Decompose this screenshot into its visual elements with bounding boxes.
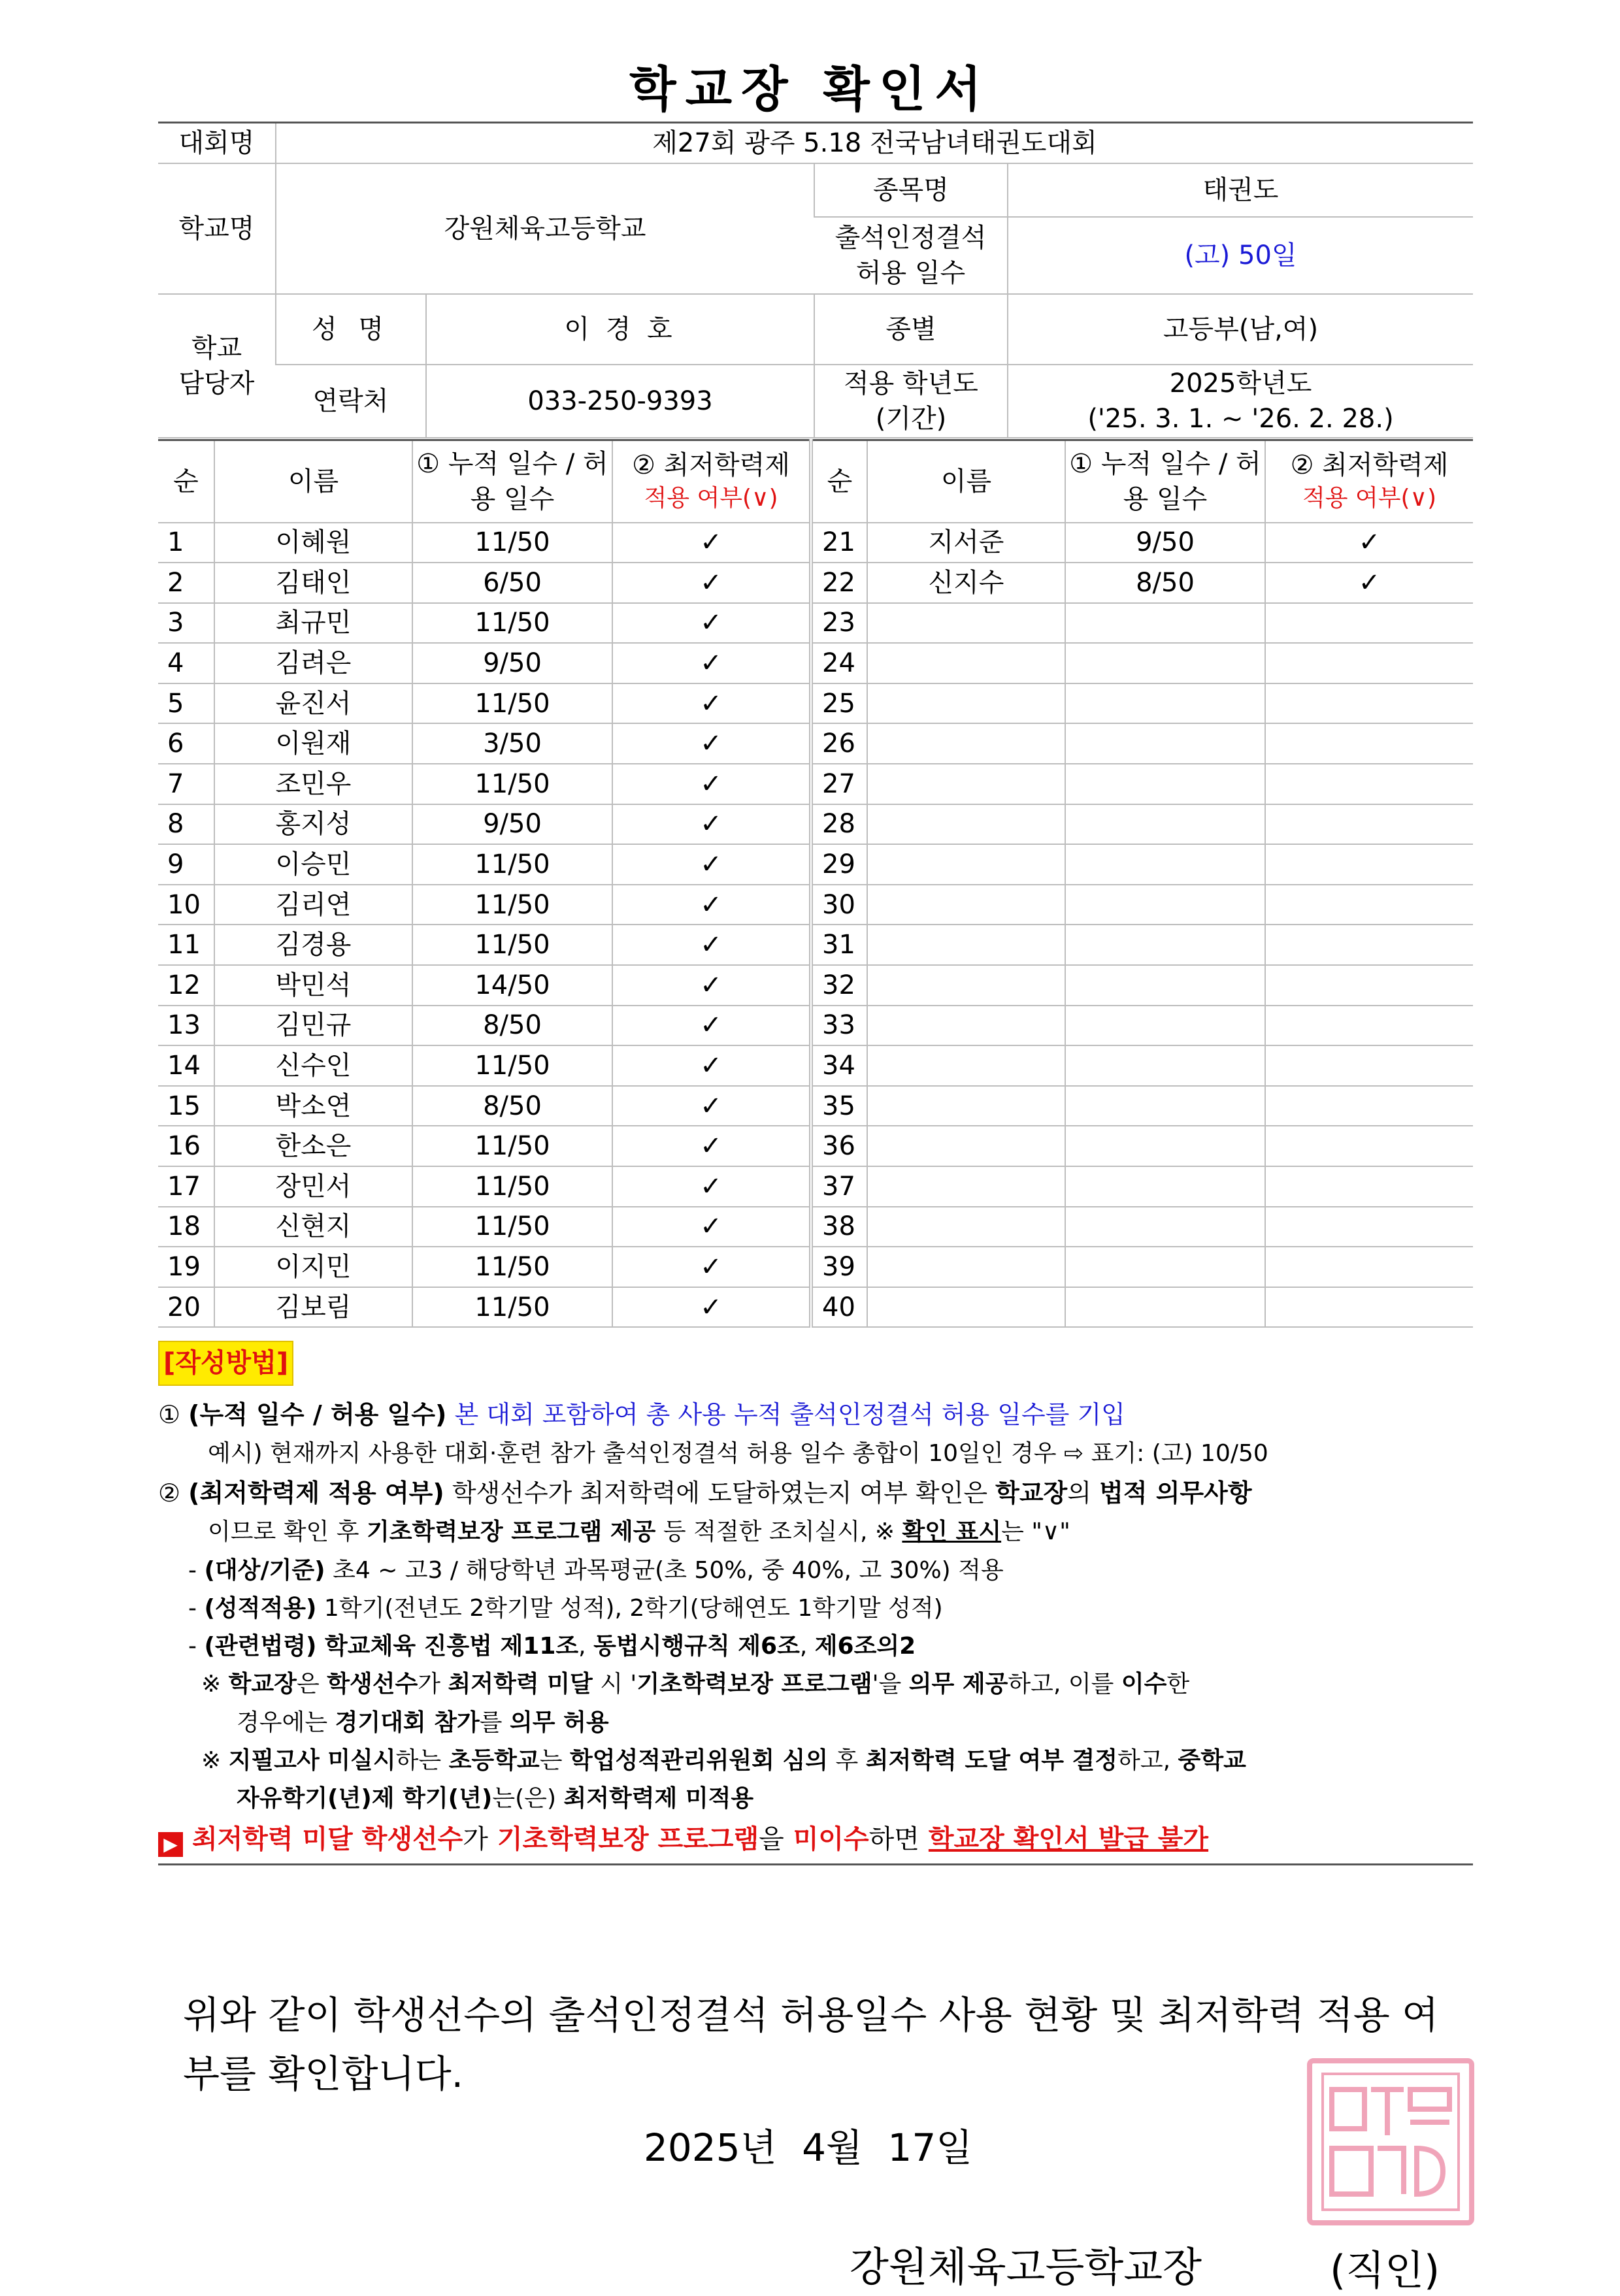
col-name-2: 이름 [867, 440, 1065, 523]
ref1-text: 경우에는 [237, 1709, 328, 1736]
student-name: 이원재 [214, 723, 412, 764]
table-row [158, 523, 1473, 563]
warning-text: 하면 [868, 1824, 919, 1854]
table-row [158, 1247, 1473, 1287]
student-check [1265, 603, 1473, 644]
division-label: 종별 [814, 294, 1008, 365]
warning-bold: 학교장 확인서 발급 불가 [928, 1824, 1209, 1854]
student-no: 25 [811, 683, 867, 724]
table-row [158, 683, 1473, 724]
student-check [1265, 925, 1473, 965]
student-days [1065, 723, 1265, 764]
student-name: 박소연 [214, 1086, 412, 1126]
col-days-2: ① 누적 일수 / 허용 일수 [1065, 440, 1265, 523]
student-check: ✓ [612, 1207, 811, 1247]
ref-mark: ※ [201, 1671, 222, 1698]
student-days [1065, 1166, 1265, 1207]
student-no: 35 [811, 1086, 867, 1126]
student-name [867, 844, 1065, 885]
student-name: 김려은 [214, 643, 412, 683]
student-name: 이지민 [214, 1247, 412, 1287]
student-name: 신지수 [867, 563, 1065, 603]
student-no: 38 [811, 1207, 867, 1247]
col-applied-2 [1265, 440, 1473, 523]
ref1-text: 한 [1166, 1671, 1190, 1698]
note2-bold: 법적 의무사항 [1099, 1478, 1252, 1507]
student-name: 최규민 [214, 603, 412, 644]
ref2-text: 는 [539, 1747, 563, 1775]
student-days [1065, 764, 1265, 804]
ref1-text: 하고, 이를 [1008, 1671, 1114, 1698]
student-name: 신현지 [214, 1207, 412, 1247]
student-no: 39 [811, 1247, 867, 1287]
student-days [1065, 603, 1265, 644]
student-name: 박민석 [214, 965, 412, 1006]
student-days: 11/50 [412, 925, 612, 965]
student-no: 30 [811, 885, 867, 925]
dash: - [188, 1633, 197, 1660]
student-days [1065, 1045, 1265, 1086]
student-days: 8/50 [412, 1006, 612, 1046]
warning-text: 가 [463, 1824, 488, 1854]
student-days: 3/50 [412, 723, 612, 764]
ref1-bold: 학교장 [228, 1671, 297, 1698]
student-name: 홍지성 [214, 804, 412, 845]
student-check [1265, 1207, 1473, 1247]
student-check: ✓ [612, 1287, 811, 1328]
table-row [158, 965, 1473, 1006]
instructions [158, 1341, 1473, 1865]
student-no: 16 [158, 1126, 214, 1166]
table-row [158, 1006, 1473, 1046]
students-table [158, 439, 1473, 1328]
division-value: 고등부(남,여) [1008, 294, 1473, 365]
student-check: ✓ [612, 643, 811, 683]
student-name [867, 764, 1065, 804]
student-name [867, 723, 1065, 764]
student-days: 11/50 [412, 885, 612, 925]
student-no: 12 [158, 965, 214, 1006]
note1-example: 예시) 현재까지 사용한 대회·훈련 참가 출석인정결석 허용 일수 총합이 10일인 경우 ⇨ 표기: (고) 10/50 [208, 1440, 1268, 1468]
student-days [1065, 804, 1265, 845]
student-days: 11/50 [412, 523, 612, 563]
ref1-bold: 학생선수 [327, 1671, 418, 1698]
confirmation-text: 위와 같이 학생선수의 출석인정결석 허용일수 사용 현황 및 최저학력 적용 여부를 확인합니다. [183, 1993, 1439, 2096]
student-days [1065, 683, 1265, 724]
student-days: 8/50 [1065, 563, 1265, 603]
student-days [1065, 643, 1265, 683]
student-name: 윤진서 [214, 683, 412, 724]
student-no: 9 [158, 844, 214, 885]
student-no: 19 [158, 1247, 214, 1287]
student-name [867, 1006, 1065, 1046]
student-days: 11/50 [412, 1207, 612, 1247]
note2-bold: 기초학력보장 프로그램 제공 [367, 1518, 656, 1546]
student-check: ✓ [612, 844, 811, 885]
table-row [158, 603, 1473, 644]
table-row [158, 643, 1473, 683]
student-no: 14 [158, 1045, 214, 1086]
student-days [1065, 885, 1265, 925]
col-no: 순 [158, 440, 214, 523]
allowed-value: (고) 50일 [1008, 217, 1473, 294]
ref2-bold: 중학교 [1178, 1747, 1246, 1775]
student-days [1065, 1086, 1265, 1126]
note2-text: 등 적절한 조치실시, ※ [663, 1518, 895, 1546]
student-no: 1 [158, 523, 214, 563]
note2-text: 이므로 확인 후 [208, 1518, 359, 1546]
student-name [867, 683, 1065, 724]
allowed-label: 출석인정결석 허용 일수 [814, 217, 1008, 294]
table-row [158, 1126, 1473, 1166]
ref1-bold: 최저학력 미달 [448, 1671, 593, 1698]
table-row [158, 1086, 1473, 1126]
sub3-title: (관련법령) 학교체육 진흥법 제11조 [204, 1633, 579, 1660]
year-text: 2025학년도 [1169, 368, 1312, 399]
student-name [867, 1247, 1065, 1287]
student-check [1265, 1287, 1473, 1328]
note2-title: (최저학력제 적용 여부) [188, 1478, 444, 1507]
student-check [1265, 1247, 1473, 1287]
col-no-2: 순 [811, 440, 867, 523]
student-check [1265, 643, 1473, 683]
student-no: 17 [158, 1166, 214, 1207]
student-no: 20 [158, 1287, 214, 1328]
student-no: 23 [811, 603, 867, 644]
student-check [1265, 965, 1473, 1006]
student-name [867, 1287, 1065, 1328]
student-name [867, 1045, 1065, 1086]
student-days: 11/50 [412, 683, 612, 724]
student-days [1065, 925, 1265, 965]
student-check: ✓ [612, 965, 811, 1006]
sub3-bold: 동법시행규칙 제6조 [593, 1633, 800, 1660]
student-no: 34 [811, 1045, 867, 1086]
student-no: 24 [811, 643, 867, 683]
student-name: 장민서 [214, 1166, 412, 1207]
student-no: 31 [811, 925, 867, 965]
student-days [1065, 965, 1265, 1006]
student-no: 26 [811, 723, 867, 764]
student-name: 김보림 [214, 1287, 412, 1328]
student-days: 6/50 [412, 563, 612, 603]
ref1-text: 를 [479, 1709, 503, 1736]
note1-text: 본 대회 포함하여 총 사용 누적 출석인정결석 허용 일수를 기입 [454, 1400, 1125, 1429]
warning-bold: 최저학력 미달 학생선수 [192, 1824, 463, 1854]
student-check [1265, 1045, 1473, 1086]
dash: - [188, 1594, 197, 1622]
student-check [1265, 1166, 1473, 1207]
competition-value: 제27회 광주 5.18 전국남녀태권도대회 [276, 123, 1473, 163]
student-no: 32 [811, 965, 867, 1006]
official-seal-stamp [1307, 2058, 1474, 2225]
ref2-text: 하는 [395, 1747, 442, 1775]
student-check: ✓ [612, 925, 811, 965]
year-value [1008, 365, 1473, 438]
student-no: 2 [158, 563, 214, 603]
col-applied-line2: 적용 여부(∨) [644, 485, 778, 512]
student-days [1065, 1126, 1265, 1166]
student-check: ✓ [612, 1006, 811, 1046]
col-days: ① 누적 일수 / 허용 일수 [412, 440, 612, 523]
student-days [1065, 844, 1265, 885]
student-check: ✓ [612, 1247, 811, 1287]
student-no: 33 [811, 1006, 867, 1046]
warning-bold: 미이수 [793, 1824, 869, 1854]
student-name: 김민규 [214, 1006, 412, 1046]
student-name: 김리연 [214, 885, 412, 925]
note2-text: 학생선수가 최저학력에 도달하였는지 여부 확인은 [452, 1478, 988, 1507]
student-check: ✓ [612, 804, 811, 845]
student-days: 14/50 [412, 965, 612, 1006]
event-value: 태권도 [1008, 163, 1473, 217]
table-row [158, 1166, 1473, 1207]
warning-arrow-icon: ▶ [158, 1832, 183, 1857]
student-check [1265, 723, 1473, 764]
phone-value: 033-250-9393 [426, 365, 814, 438]
seal-icon [1312, 2063, 1469, 2220]
ref2-text: 는(은) [492, 1785, 556, 1812]
sub2-text: 1학기(전년도 2학기말 성적), 2학기(당해연도 1학기말 성적) [323, 1594, 943, 1622]
student-check: ✓ [1265, 563, 1473, 603]
student-name [867, 1126, 1065, 1166]
table-row [158, 764, 1473, 804]
event-label: 종목명 [814, 163, 1008, 217]
student-days: 11/50 [412, 1247, 612, 1287]
ref2-text: 후 [835, 1747, 859, 1775]
student-check [1265, 1006, 1473, 1046]
student-name: 이승민 [214, 844, 412, 885]
student-check [1265, 1086, 1473, 1126]
phone-label: 연락처 [276, 365, 426, 438]
student-days: 9/50 [1065, 523, 1265, 563]
ref1-text: 시 ' [600, 1671, 637, 1698]
student-check: ✓ [612, 683, 811, 724]
student-days: 11/50 [412, 764, 612, 804]
student-name [867, 804, 1065, 845]
ref2-text: 하고, [1117, 1747, 1171, 1775]
col-name: 이름 [214, 440, 412, 523]
student-days [1065, 1207, 1265, 1247]
student-check: ✓ [612, 1086, 811, 1126]
student-name: 이혜원 [214, 523, 412, 563]
student-no: 40 [811, 1287, 867, 1328]
ref2-bold: 초등학교 [448, 1747, 540, 1775]
note1-title: (누적 일수 / 허용 일수) [188, 1400, 447, 1429]
student-days [1065, 1006, 1265, 1046]
student-no: 3 [158, 603, 214, 644]
student-name [867, 1086, 1065, 1126]
student-name [867, 885, 1065, 925]
table-row [158, 563, 1473, 603]
ref-mark: ※ [201, 1747, 222, 1775]
seal-label: (직인) [1330, 2246, 1440, 2294]
student-no: 8 [158, 804, 214, 845]
warning-bold: 기초학력보장 프로그램 [497, 1824, 759, 1854]
col-applied-line1: ② 최저학력제 [1290, 450, 1449, 481]
student-days: 11/50 [412, 844, 612, 885]
instructions-header: [작성방법] [158, 1341, 293, 1386]
info-table [158, 122, 1473, 438]
student-days [1065, 1247, 1265, 1287]
student-no: 18 [158, 1207, 214, 1247]
student-name: 김태인 [214, 563, 412, 603]
student-no: 7 [158, 764, 214, 804]
student-days: 9/50 [412, 643, 612, 683]
warning-line [158, 1818, 1473, 1865]
student-check: ✓ [1265, 523, 1473, 563]
student-no: 29 [811, 844, 867, 885]
student-name [867, 925, 1065, 965]
student-days [1065, 1287, 1265, 1328]
name-label: 성 명 [276, 294, 426, 365]
dash: - [188, 1556, 197, 1584]
student-check: ✓ [612, 723, 811, 764]
sub1-title: (대상/기준) [204, 1556, 325, 1584]
student-name: 신수인 [214, 1045, 412, 1086]
student-days: 11/50 [412, 603, 612, 644]
student-name: 지서준 [867, 523, 1065, 563]
contact-label: 학교 담당자 [158, 294, 276, 438]
competition-label: 대회명 [158, 123, 276, 163]
table-row [158, 1207, 1473, 1247]
student-name [867, 1207, 1065, 1247]
student-check: ✓ [612, 1126, 811, 1166]
student-name [867, 603, 1065, 644]
student-no: 5 [158, 683, 214, 724]
student-check [1265, 683, 1473, 724]
student-no: 10 [158, 885, 214, 925]
page-title: 학교장 확인서 [629, 61, 991, 118]
student-no: 21 [811, 523, 867, 563]
student-check: ✓ [612, 764, 811, 804]
student-no: 4 [158, 643, 214, 683]
student-no: 13 [158, 1006, 214, 1046]
note1-mark: ① [158, 1400, 181, 1429]
sub2-title: (성적적용) [204, 1594, 317, 1622]
table-row [158, 885, 1473, 925]
ref1-text: '을 [872, 1671, 902, 1698]
sub3-text: , [799, 1633, 808, 1660]
table-row [158, 1287, 1473, 1328]
table-row [158, 1045, 1473, 1086]
ref1-text: 은 [296, 1671, 320, 1698]
ref1-bold: 기초학력보장 프로그램 [636, 1671, 872, 1698]
ref1-text: 가 [418, 1671, 441, 1698]
student-check: ✓ [612, 1166, 811, 1207]
table-row [158, 723, 1473, 764]
student-name: 김경용 [214, 925, 412, 965]
sub1-text: 초4 ~ 고3 / 해당학년 과목평균(초 50%, 중 40%, 고 30%) 적용 [333, 1556, 1004, 1584]
student-no: 22 [811, 563, 867, 603]
student-check: ✓ [612, 523, 811, 563]
student-check [1265, 804, 1473, 845]
student-check [1265, 844, 1473, 885]
student-no: 28 [811, 804, 867, 845]
student-name [867, 1166, 1065, 1207]
student-check [1265, 1126, 1473, 1166]
col-applied [612, 440, 811, 523]
student-check: ✓ [612, 885, 811, 925]
school-label: 학교명 [158, 163, 276, 294]
student-check: ✓ [612, 1045, 811, 1086]
ref2-bold: 지필고사 미실시 [228, 1747, 396, 1775]
warning-text: 을 [759, 1824, 784, 1854]
student-name: 조민우 [214, 764, 412, 804]
ref2-bold: 최저학력 도달 여부 결정 [865, 1747, 1118, 1775]
student-days: 11/50 [412, 1166, 612, 1207]
year-label: 적용 학년도 (기간) [814, 365, 1008, 438]
student-days: 8/50 [412, 1086, 612, 1126]
note2-text: 는 "∨" [1001, 1518, 1070, 1546]
issue-date: 2025년 4월 17일 [644, 2125, 973, 2170]
table-row [158, 804, 1473, 845]
ref1-bold: 의무 제공 [908, 1671, 1008, 1698]
student-no: 27 [811, 764, 867, 804]
student-check: ✓ [612, 563, 811, 603]
student-days: 11/50 [412, 1126, 612, 1166]
ref2-bold: 최저학력제 미적용 [563, 1785, 754, 1812]
school-value: 강원체육고등학교 [276, 163, 814, 294]
student-name: 한소은 [214, 1126, 412, 1166]
student-check: ✓ [612, 603, 811, 644]
student-name [867, 643, 1065, 683]
table-row [158, 844, 1473, 885]
student-no: 37 [811, 1166, 867, 1207]
student-no: 6 [158, 723, 214, 764]
sub3-bold: 제6조의2 [814, 1633, 916, 1660]
student-days: 9/50 [412, 804, 612, 845]
ref1-bold: 의무 허용 [510, 1709, 609, 1736]
student-no: 11 [158, 925, 214, 965]
signer-name: 강원체육고등학교장 [850, 2243, 1202, 2291]
ref2-bold: 자유학기(년)제 학기(년) [237, 1785, 493, 1812]
student-name [867, 965, 1065, 1006]
table-row [158, 925, 1473, 965]
student-check [1265, 764, 1473, 804]
col-applied-line1: ② 최저학력제 [632, 450, 790, 481]
sub3-text: , [578, 1633, 586, 1660]
student-check [1265, 885, 1473, 925]
note2-mark: ② [158, 1478, 181, 1507]
student-no: 36 [811, 1126, 867, 1166]
ref1-bold: 경기대회 참가 [335, 1709, 480, 1736]
name-value: 이 경 호 [426, 294, 814, 365]
col-applied-line2: 적용 여부(∨) [1302, 485, 1436, 512]
student-days: 11/50 [412, 1045, 612, 1086]
note2-bold: 학교장 [995, 1478, 1068, 1507]
note2-bold: 확인 표시 [902, 1518, 1002, 1546]
ref2-bold: 학업성적관리위원회 심의 [569, 1747, 829, 1775]
student-days: 11/50 [412, 1287, 612, 1328]
ref1-bold: 이수 [1121, 1671, 1167, 1698]
student-no: 15 [158, 1086, 214, 1126]
note2-text: 의 [1067, 1478, 1091, 1507]
period-text: ('25. 3. 1. ~ '26. 2. 28.) [1087, 403, 1394, 434]
